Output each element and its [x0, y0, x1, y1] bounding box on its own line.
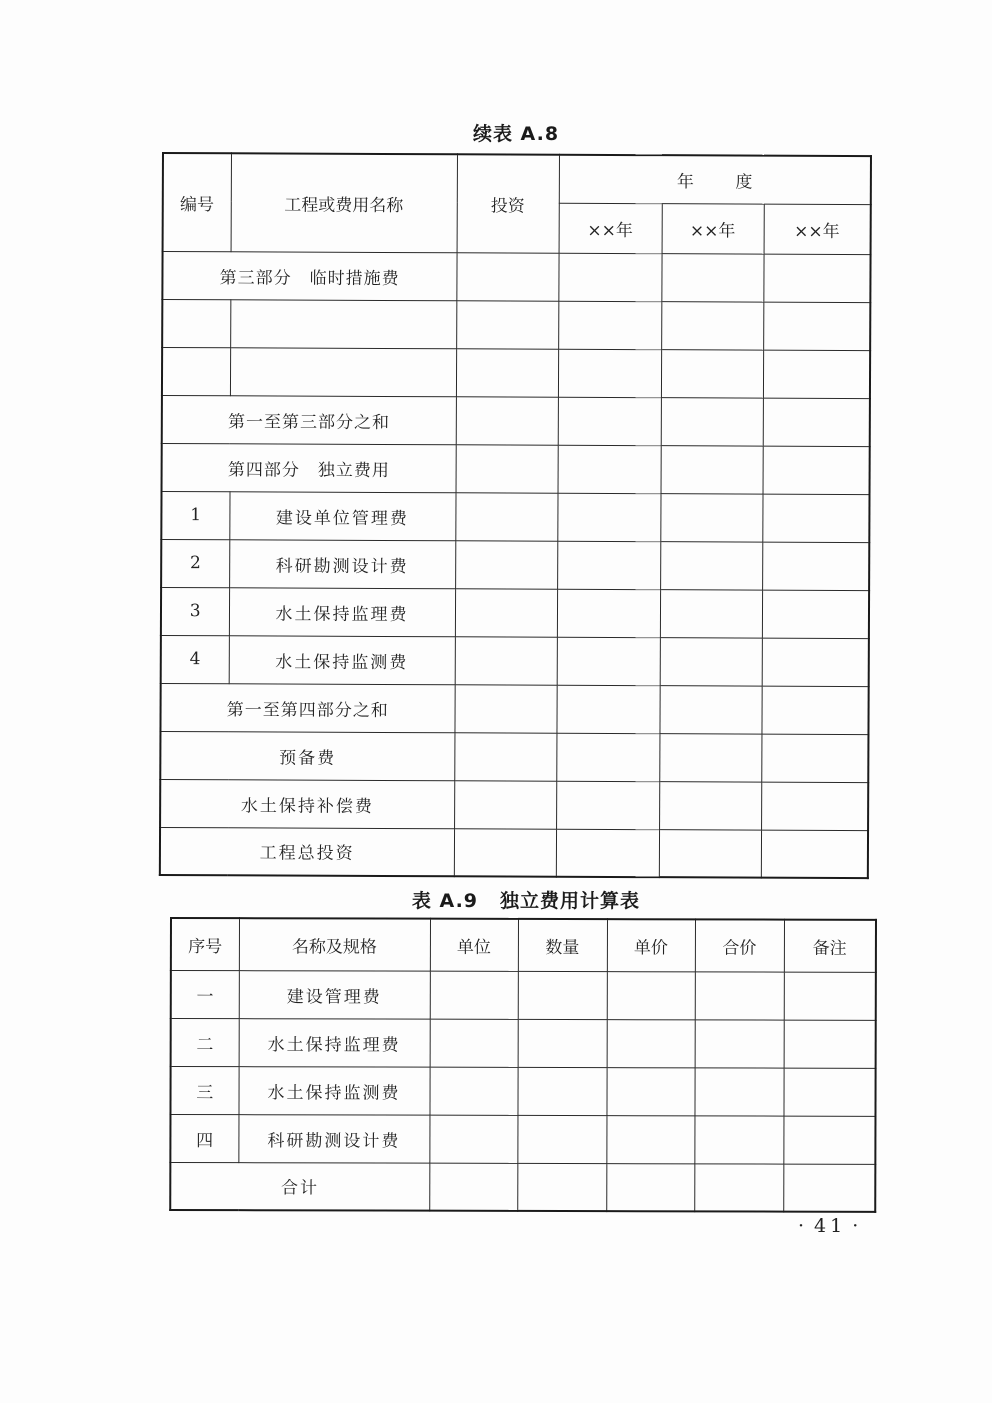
cell-year: [660, 541, 762, 589]
cell-year: [661, 349, 763, 397]
cell-name: 科研勘测设计费: [238, 1114, 429, 1162]
cell-year: [558, 445, 661, 493]
cell-investment: [456, 300, 558, 348]
cell-investment: [454, 828, 556, 876]
table-row: [162, 299, 870, 350]
cell-year: [661, 301, 763, 349]
header-name-spec: 名称及规格: [239, 918, 430, 970]
cell-year: [660, 637, 762, 685]
cell-remarks: [783, 1116, 875, 1164]
cell-unit: [430, 1019, 518, 1067]
cell-name: 水土保持监理费: [239, 1018, 430, 1066]
cell-year: [660, 589, 762, 637]
cell-quantity: [518, 1019, 607, 1067]
table-header-row: [163, 153, 871, 204]
cell-year: [556, 829, 659, 877]
table-row: [171, 1018, 876, 1068]
header-remarks: 备注: [784, 920, 876, 972]
cell-remarks: [783, 1068, 875, 1116]
page-number: [792, 1215, 868, 1237]
cell-unit-price: [606, 1115, 694, 1163]
cell-code: 3: [161, 587, 229, 635]
cell-year: [761, 686, 868, 734]
cell-investment: [455, 540, 557, 588]
cell-name: 建设单位管理费: [229, 491, 455, 540]
cell-name: [230, 347, 456, 396]
cell-year: [659, 733, 761, 781]
cell-year: [556, 781, 659, 829]
cell-unit-price: [607, 971, 695, 1019]
table-a9-caption-number: 表 A.9: [411, 890, 479, 912]
cell-remarks: [784, 972, 876, 1020]
table-row: [160, 683, 868, 734]
row-label-merged: 第三部分 临时措施费: [162, 251, 456, 300]
table-a8-caption: 续表 A.8: [472, 123, 560, 145]
row-label-merged: 水土保持补偿费: [160, 779, 454, 828]
header-name: 工程或费用名称: [231, 153, 457, 252]
header-code: 编号: [163, 153, 231, 251]
cell-total-price: [695, 971, 784, 1019]
table-a9-caption: [30, 886, 992, 913]
cell-investment: [456, 252, 558, 300]
cell-year: [762, 638, 869, 686]
cell-year: [557, 493, 660, 541]
cell-year: [661, 397, 763, 445]
table-row: [161, 635, 869, 686]
table-a9-caption-title: 独立费用计算表: [500, 890, 641, 912]
cell-quantity: [518, 971, 607, 1019]
cell-year: [558, 349, 661, 397]
cell-year: [762, 590, 869, 638]
header-unit: 单位: [430, 919, 518, 971]
table-header-row: [171, 918, 876, 972]
page-number-dot-left: ·: [798, 1215, 809, 1237]
cell-year: [761, 830, 868, 878]
cell-year: [659, 685, 761, 733]
table-row: [162, 395, 870, 446]
table-row: [160, 779, 868, 830]
cell-year: [763, 254, 870, 302]
cell-code: 1: [161, 491, 229, 539]
cell-no: 一: [171, 970, 239, 1018]
cell-investment: [454, 732, 556, 780]
cell-remarks: [784, 1020, 876, 1068]
cell-unit-price: [607, 1019, 695, 1067]
cell-name: 水土保持监测费: [238, 1066, 429, 1114]
cell-quantity: [517, 1115, 606, 1163]
cell-investment: [454, 780, 556, 828]
table-row: [170, 1114, 875, 1164]
cell-year: [660, 493, 762, 541]
cell-total-price: [694, 1067, 783, 1115]
cell-investment: [455, 636, 557, 684]
cell-code: [162, 299, 230, 347]
cell-year: [558, 253, 661, 301]
row-label-merged: 工程总投资: [160, 827, 454, 876]
table-row: [161, 539, 869, 590]
cell-unit: [429, 1115, 517, 1163]
cell-year: [661, 253, 763, 301]
cell-year: [661, 445, 763, 493]
table-row: [161, 587, 869, 638]
cell-year: [761, 782, 868, 830]
table-row: [171, 970, 876, 1020]
cell-year: [557, 541, 660, 589]
header-year-group: 年 度: [559, 155, 871, 204]
cell-year: [556, 685, 659, 733]
cell-year: [557, 589, 660, 637]
cell-year: [558, 301, 661, 349]
cell-quantity: [517, 1067, 606, 1115]
cell-investment: [456, 396, 558, 444]
header-investment: 投资: [457, 154, 559, 252]
table-row: [170, 1066, 875, 1116]
cell-name: 建设管理费: [239, 970, 430, 1018]
cell-name: 水土保持监理费: [229, 587, 455, 636]
cell-year: [763, 398, 870, 446]
cell-unit-price: [606, 1163, 694, 1211]
table-row: [162, 251, 870, 302]
cell-year: [763, 350, 870, 398]
cell-year: [659, 781, 761, 829]
page-number-dot-right: ·: [852, 1215, 863, 1237]
cell-code: [162, 347, 230, 395]
table-row: [160, 827, 868, 878]
page-number-value: 41: [814, 1215, 847, 1237]
investment-by-year-table: [159, 152, 872, 879]
table-row: [162, 347, 870, 398]
cell-unit: [429, 1067, 517, 1115]
header-unit-price: 单价: [607, 919, 695, 971]
table-row: [161, 491, 869, 542]
cell-code: 4: [161, 635, 229, 683]
cell-year: [558, 397, 661, 445]
cell-total-price: [694, 1163, 783, 1211]
header-year-3: ××年: [764, 204, 871, 254]
cell-code: 2: [161, 539, 229, 587]
cell-total-price: [694, 1115, 783, 1163]
row-label-merged: 预备费: [160, 731, 454, 780]
cell-unit: [430, 971, 518, 1019]
cell-year: [762, 494, 869, 542]
cell-no: 四: [170, 1114, 238, 1162]
table-total-row: [170, 1162, 875, 1212]
table-row: [162, 443, 870, 494]
cell-year: [763, 446, 870, 494]
cell-name: 水土保持监测费: [229, 635, 455, 684]
header-total-price: 合价: [695, 919, 784, 971]
row-label-merged: 第一至第四部分之和: [160, 683, 454, 732]
table-row: [160, 731, 868, 782]
row-label-merged: 第一至第三部分之和: [162, 395, 456, 444]
cell-investment: [455, 588, 557, 636]
cell-investment: [456, 444, 558, 492]
cell-year: [556, 733, 659, 781]
cell-name: 科研勘测设计费: [229, 539, 455, 588]
header-no: 序号: [171, 918, 239, 970]
row-label-merged: 第四部分 独立费用: [162, 443, 456, 492]
header-quantity: 数量: [518, 919, 607, 971]
header-year-2: ××年: [662, 203, 764, 253]
cell-year: [659, 829, 761, 877]
cell-year: [557, 637, 660, 685]
cell-total-price: [695, 1019, 784, 1067]
cell-no: 二: [171, 1018, 239, 1066]
cell-unit-price: [606, 1067, 694, 1115]
header-year-1: ××年: [559, 203, 662, 253]
cell-year: [762, 542, 869, 590]
cell-remarks: [783, 1164, 875, 1212]
cell-investment: [454, 684, 556, 732]
cell-year: [761, 734, 868, 782]
total-label: 合计: [170, 1162, 429, 1211]
cell-no: 三: [170, 1066, 238, 1114]
independent-cost-table: [169, 917, 877, 1213]
cell-name: [230, 299, 456, 348]
cell-quantity: [517, 1163, 606, 1211]
cell-year: [763, 302, 870, 350]
cell-unit: [429, 1163, 517, 1211]
cell-investment: [455, 492, 557, 540]
cell-investment: [456, 348, 558, 396]
